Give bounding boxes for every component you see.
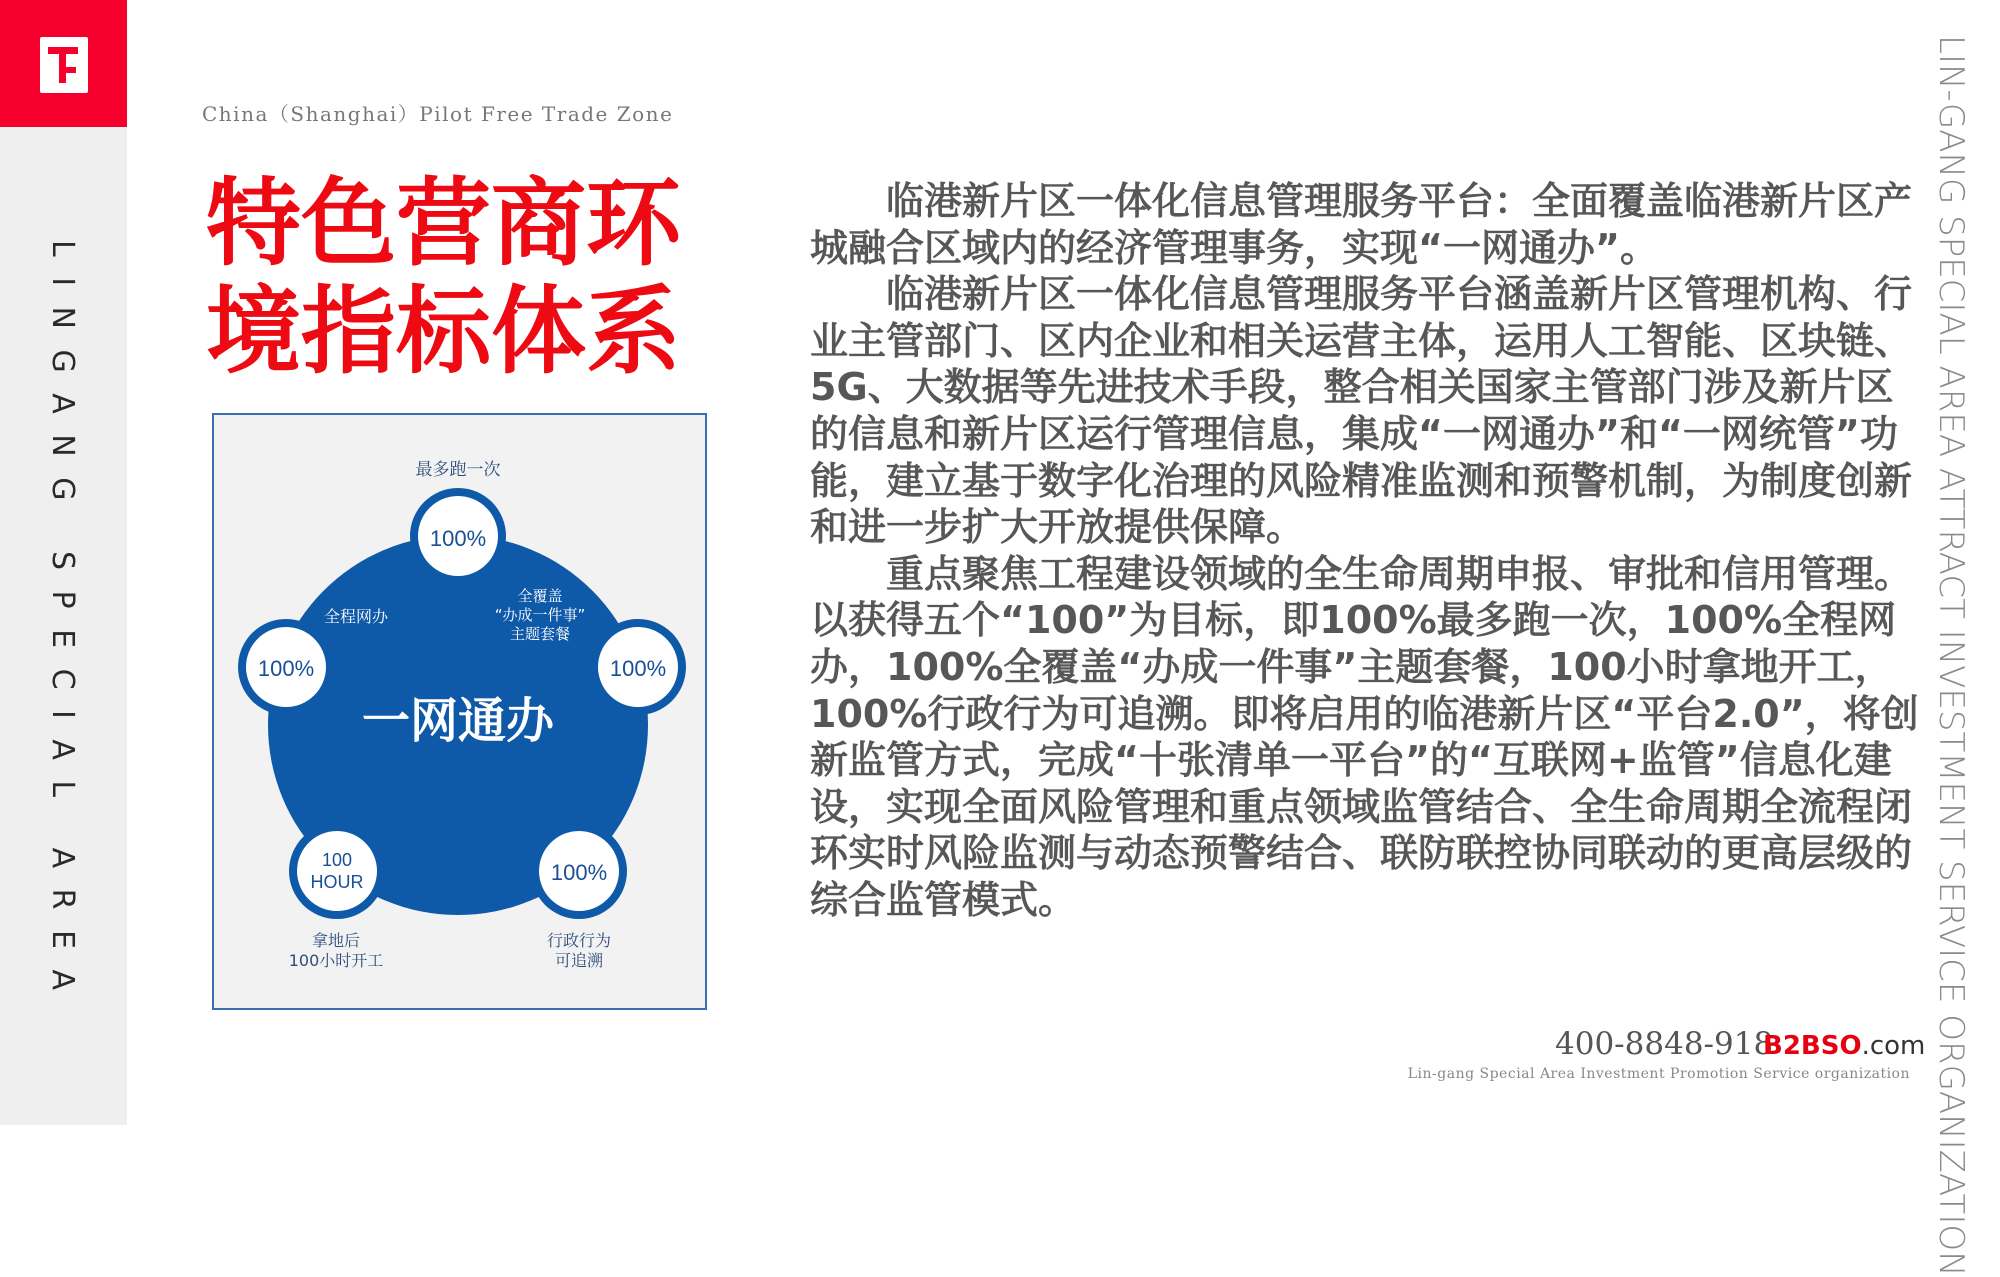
caption-right-1: 全覆盖: [517, 587, 563, 605]
body-paragraph-1: 临港新片区一体化信息管理服务平台：全面覆盖临港新片区产城融合区域内的经济管理事务，实现“一网通办”。: [810, 179, 1913, 270]
node-right: [590, 619, 686, 715]
caption-bottom-left-1: 拿地后: [311, 931, 361, 950]
body-paragraph-3: 重点聚焦工程建设领域的全生命周期申报、审批和信用管理。以获得五个“100”为目标，即100%最多跑一次，100%全程网办，100%全覆盖“办成一件事”主题套餐，100小时拿地开工，100%行政行为可追溯。即将启用的临港新片区“平台2.0”，将创新监管方式，完成“十张清单一平台”的“互联网+监管”信息化建设，实现全面风险管理和重点领域监管结合、全生命周期全流程闭环实时风险监测与动态预警结合、联防联控协同联动的更高层级的综合监管模式。: [810, 551, 1919, 922]
caption-bottom-left-2: 100小时开工: [288, 951, 384, 970]
header-tagline: China（Shanghai）Pilot Free Trade Zone: [202, 102, 674, 126]
node-left: [238, 619, 334, 715]
yiwangtongban-figure: [212, 413, 707, 1010]
footer-phone: 400-8848-918: [1555, 1026, 1774, 1062]
caption-bottom-right-1: 行政行为: [546, 931, 612, 950]
footer-subtitle: Lin-gang Special Area Investment Promotion Service organization: [1407, 1066, 1910, 1082]
node-bottom-left: [289, 823, 385, 919]
node-right-value: 100%: [609, 656, 667, 681]
node-bottom-right-value: 100%: [550, 860, 608, 885]
page-title-line-1: 特色营商环: [206, 169, 682, 279]
node-bottom-left-value-2: HOUR: [310, 872, 364, 892]
logo-icon: [40, 37, 88, 93]
caption-right-3: 主题套餐: [509, 625, 571, 643]
footer-brand: [1763, 1031, 1925, 1061]
pentagon-diagram: [214, 415, 705, 1008]
node-bottom-right: [531, 823, 627, 919]
caption-top: 最多跑一次: [415, 460, 501, 480]
footer-brand-suffix: .com: [1861, 1031, 1926, 1061]
sidebar-vertical-label: LINGANG SPECIAL AREA: [45, 240, 80, 1011]
caption-bottom-right-2: 可追溯: [554, 951, 604, 970]
caption-left: 全程网办: [323, 607, 389, 626]
center-label: 一网通办: [361, 693, 555, 749]
footer-brand-main: B2BSO: [1763, 1031, 1862, 1061]
node-bottom-left-value-1: 100: [321, 850, 353, 870]
body-text: [810, 178, 1920, 924]
node-top: [410, 488, 506, 584]
body-paragraph-2: 临港新片区一体化信息管理服务平台涵盖新片区管理机构、行业主管部门、区内企业和相关运营主体，运用人工智能、区块链、5G、大数据等先进技术手段，整合相关国家主管部门涉及新片区的信息和新片区运行管理信息，集成“一网通办”和“一网统管”功能，建立基于数字化治理的风险精准监测和预警机制，为制度创新和进一步扩大开放提供保障。: [810, 272, 1913, 550]
caption-right-2: “办成一件事”: [494, 606, 586, 624]
brand-logo: [0, 0, 127, 127]
page-title: [206, 169, 682, 387]
node-top-value: 100%: [429, 526, 487, 551]
page-title-line-2: 境指标体系: [206, 277, 682, 387]
node-left-value: 100%: [257, 656, 315, 681]
right-vertical-label: LIN-GANG SPECIAL AREA ATTRACT INVESTMENT SERVICE ORGANIZATION: [1931, 35, 1971, 1277]
